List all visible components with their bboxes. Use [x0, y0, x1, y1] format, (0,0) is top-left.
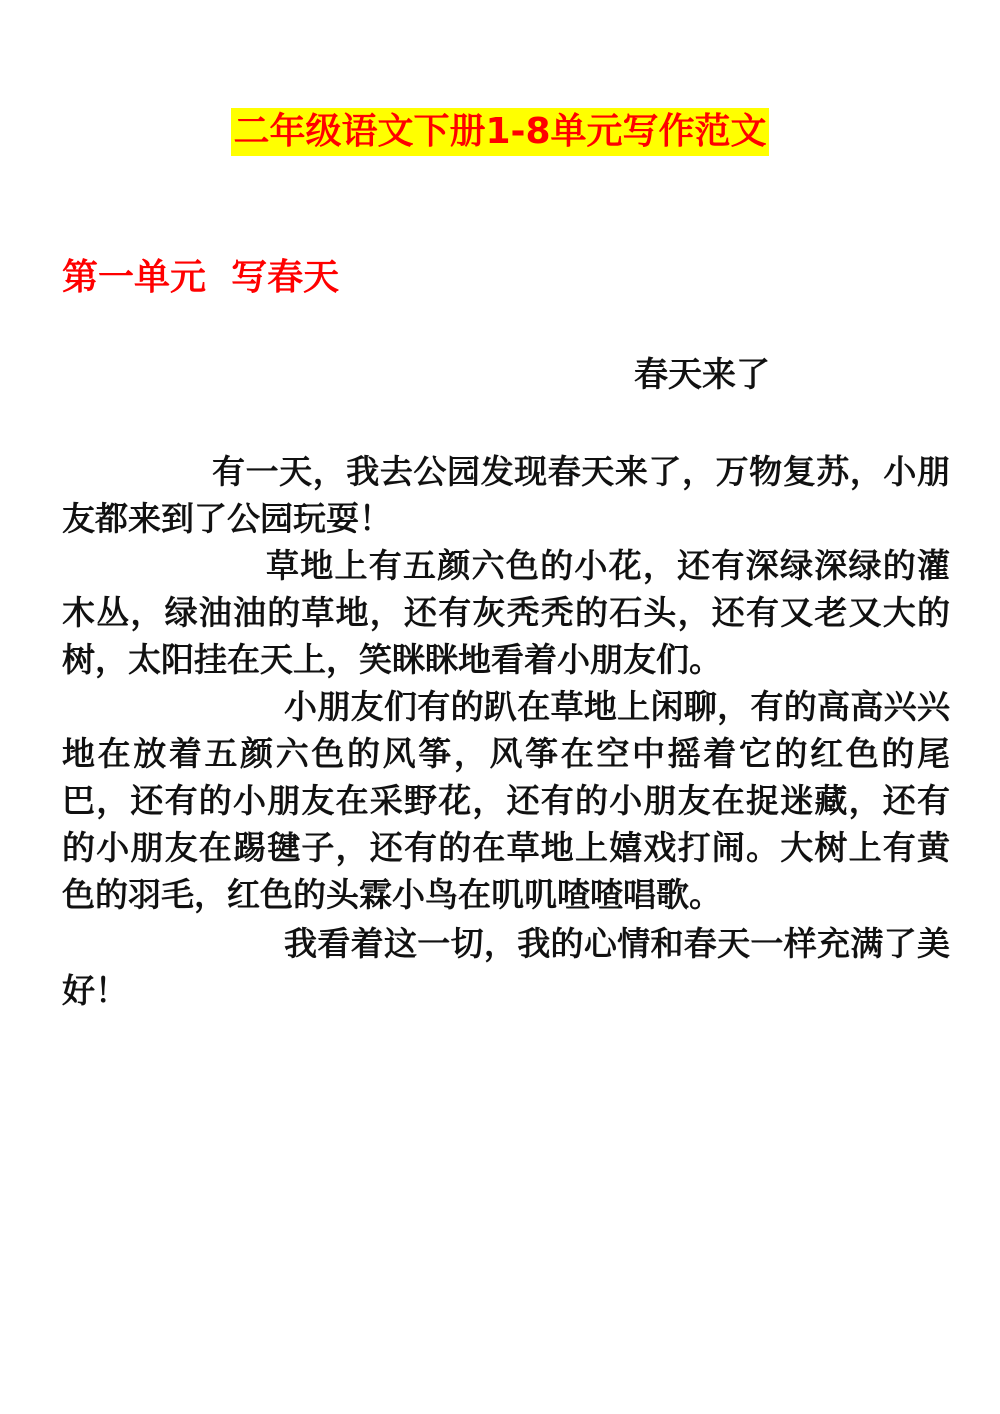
essay-paragraph-3: 小朋友们有的趴在草地上闲聊，有的高高兴兴地在放着五颜六色的风筝，风筝在空中摇着它的红色的尾巴，还有的小朋友在采野花，还有的小朋友在捉迷藏，还有的小朋友在踢毽子，还有的在草地上嬉戏打闹。大树上有黄色的羽毛，红色的头霖小鸟在叽叽喳喳唱歌。 [62, 687, 950, 914]
essay-paragraph-4: 我看着这一切，我的心情和春天一样充满了美好！ [62, 924, 950, 1010]
document-title-text: 二年级语文下册1-8单元写作范文 [231, 108, 768, 156]
unit-heading: 第一单元 写春天 [62, 257, 340, 298]
document-title [0, 108, 1000, 156]
essay-paragraph-1: 有一天，我去公园发现春天来了，万物复苏，小朋友都来到了公园玩耍！ [62, 452, 950, 538]
essay-title: 春天来了 [634, 355, 770, 395]
essay-body [62, 448, 950, 1014]
essay-paragraph-2: 草地上有五颜六色的小花，还有深绿深绿的灌木丛，绿油油的草地，还有灰秃秃的石头，还有又老又大的树，太阳挂在天上，笑眯眯地看着小朋友们。 [62, 546, 950, 679]
